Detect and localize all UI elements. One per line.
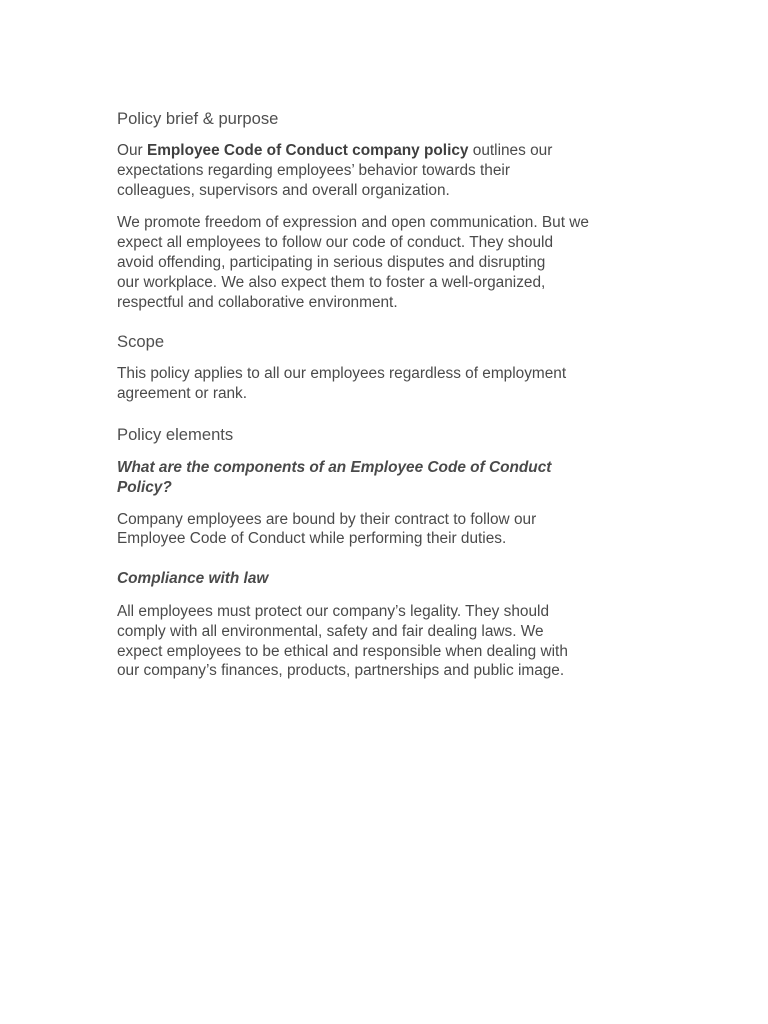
pe-p2-line-4: our company’s finances, products, partnerships and public image. — [117, 662, 565, 680]
heading-policy-elements: Policy elements — [117, 424, 234, 444]
pe-p2-line-3: expect employees to be ethical and responsible when dealing with — [117, 642, 568, 660]
p1-bold-policy-name: Employee Code of Conduct company policy — [146, 142, 469, 159]
heading-scope: Scope — [117, 332, 165, 352]
scope-line-1: This policy applies to all our employees regardless of employment — [117, 365, 567, 383]
policy-elements-paragraph-1 — [117, 510, 657, 550]
policy-elements-paragraph-2 — [117, 602, 657, 681]
p2-line-3: avoid offending, participating in serious disputes and disrupting — [117, 253, 546, 271]
p2-line-1: We promote freedom of expression and open communication. But we — [117, 214, 589, 232]
pe-p2-line-2: comply with all environmental, safety and fair dealing laws. We — [117, 622, 544, 640]
policy-brief-paragraph-1 — [117, 141, 657, 200]
subheading-components-line-1: What are the components of an Employee Code of Conduct — [117, 458, 552, 476]
p1-line-2: expectations regarding employees’ behavior towards their — [117, 161, 510, 179]
scope-line-2: agreement or rank. — [117, 385, 248, 403]
subheading-components-line-2: Policy? — [117, 478, 172, 496]
subheading-compliance-with-law: Compliance with law — [117, 570, 269, 588]
pe-p1-line-2: Employee Code of Conduct while performing their duties. — [117, 530, 507, 548]
document-page — [117, 108, 657, 681]
p2-line-2: expect all employees to follow our code of conduct. They should — [117, 234, 554, 252]
scope-paragraph — [117, 364, 657, 404]
pe-p1-line-1: Company employees are bound by their contract to follow our — [117, 510, 537, 528]
subheading-components — [117, 458, 657, 498]
policy-brief-paragraph-2 — [117, 213, 657, 312]
pe-p2-line-1: All employees must protect our company’s legality. They should — [117, 602, 550, 620]
p1-lead: Our — [117, 142, 147, 159]
p2-line-5: respectful and collaborative environment. — [117, 293, 398, 311]
p1-line-1-rest: outlines our — [468, 142, 553, 159]
p2-line-4: our workplace. We also expect them to foster a well-organized, — [117, 273, 546, 291]
p1-line-3: colleagues, supervisors and overall organization. — [117, 181, 450, 199]
heading-policy-brief: Policy brief & purpose — [117, 109, 279, 128]
